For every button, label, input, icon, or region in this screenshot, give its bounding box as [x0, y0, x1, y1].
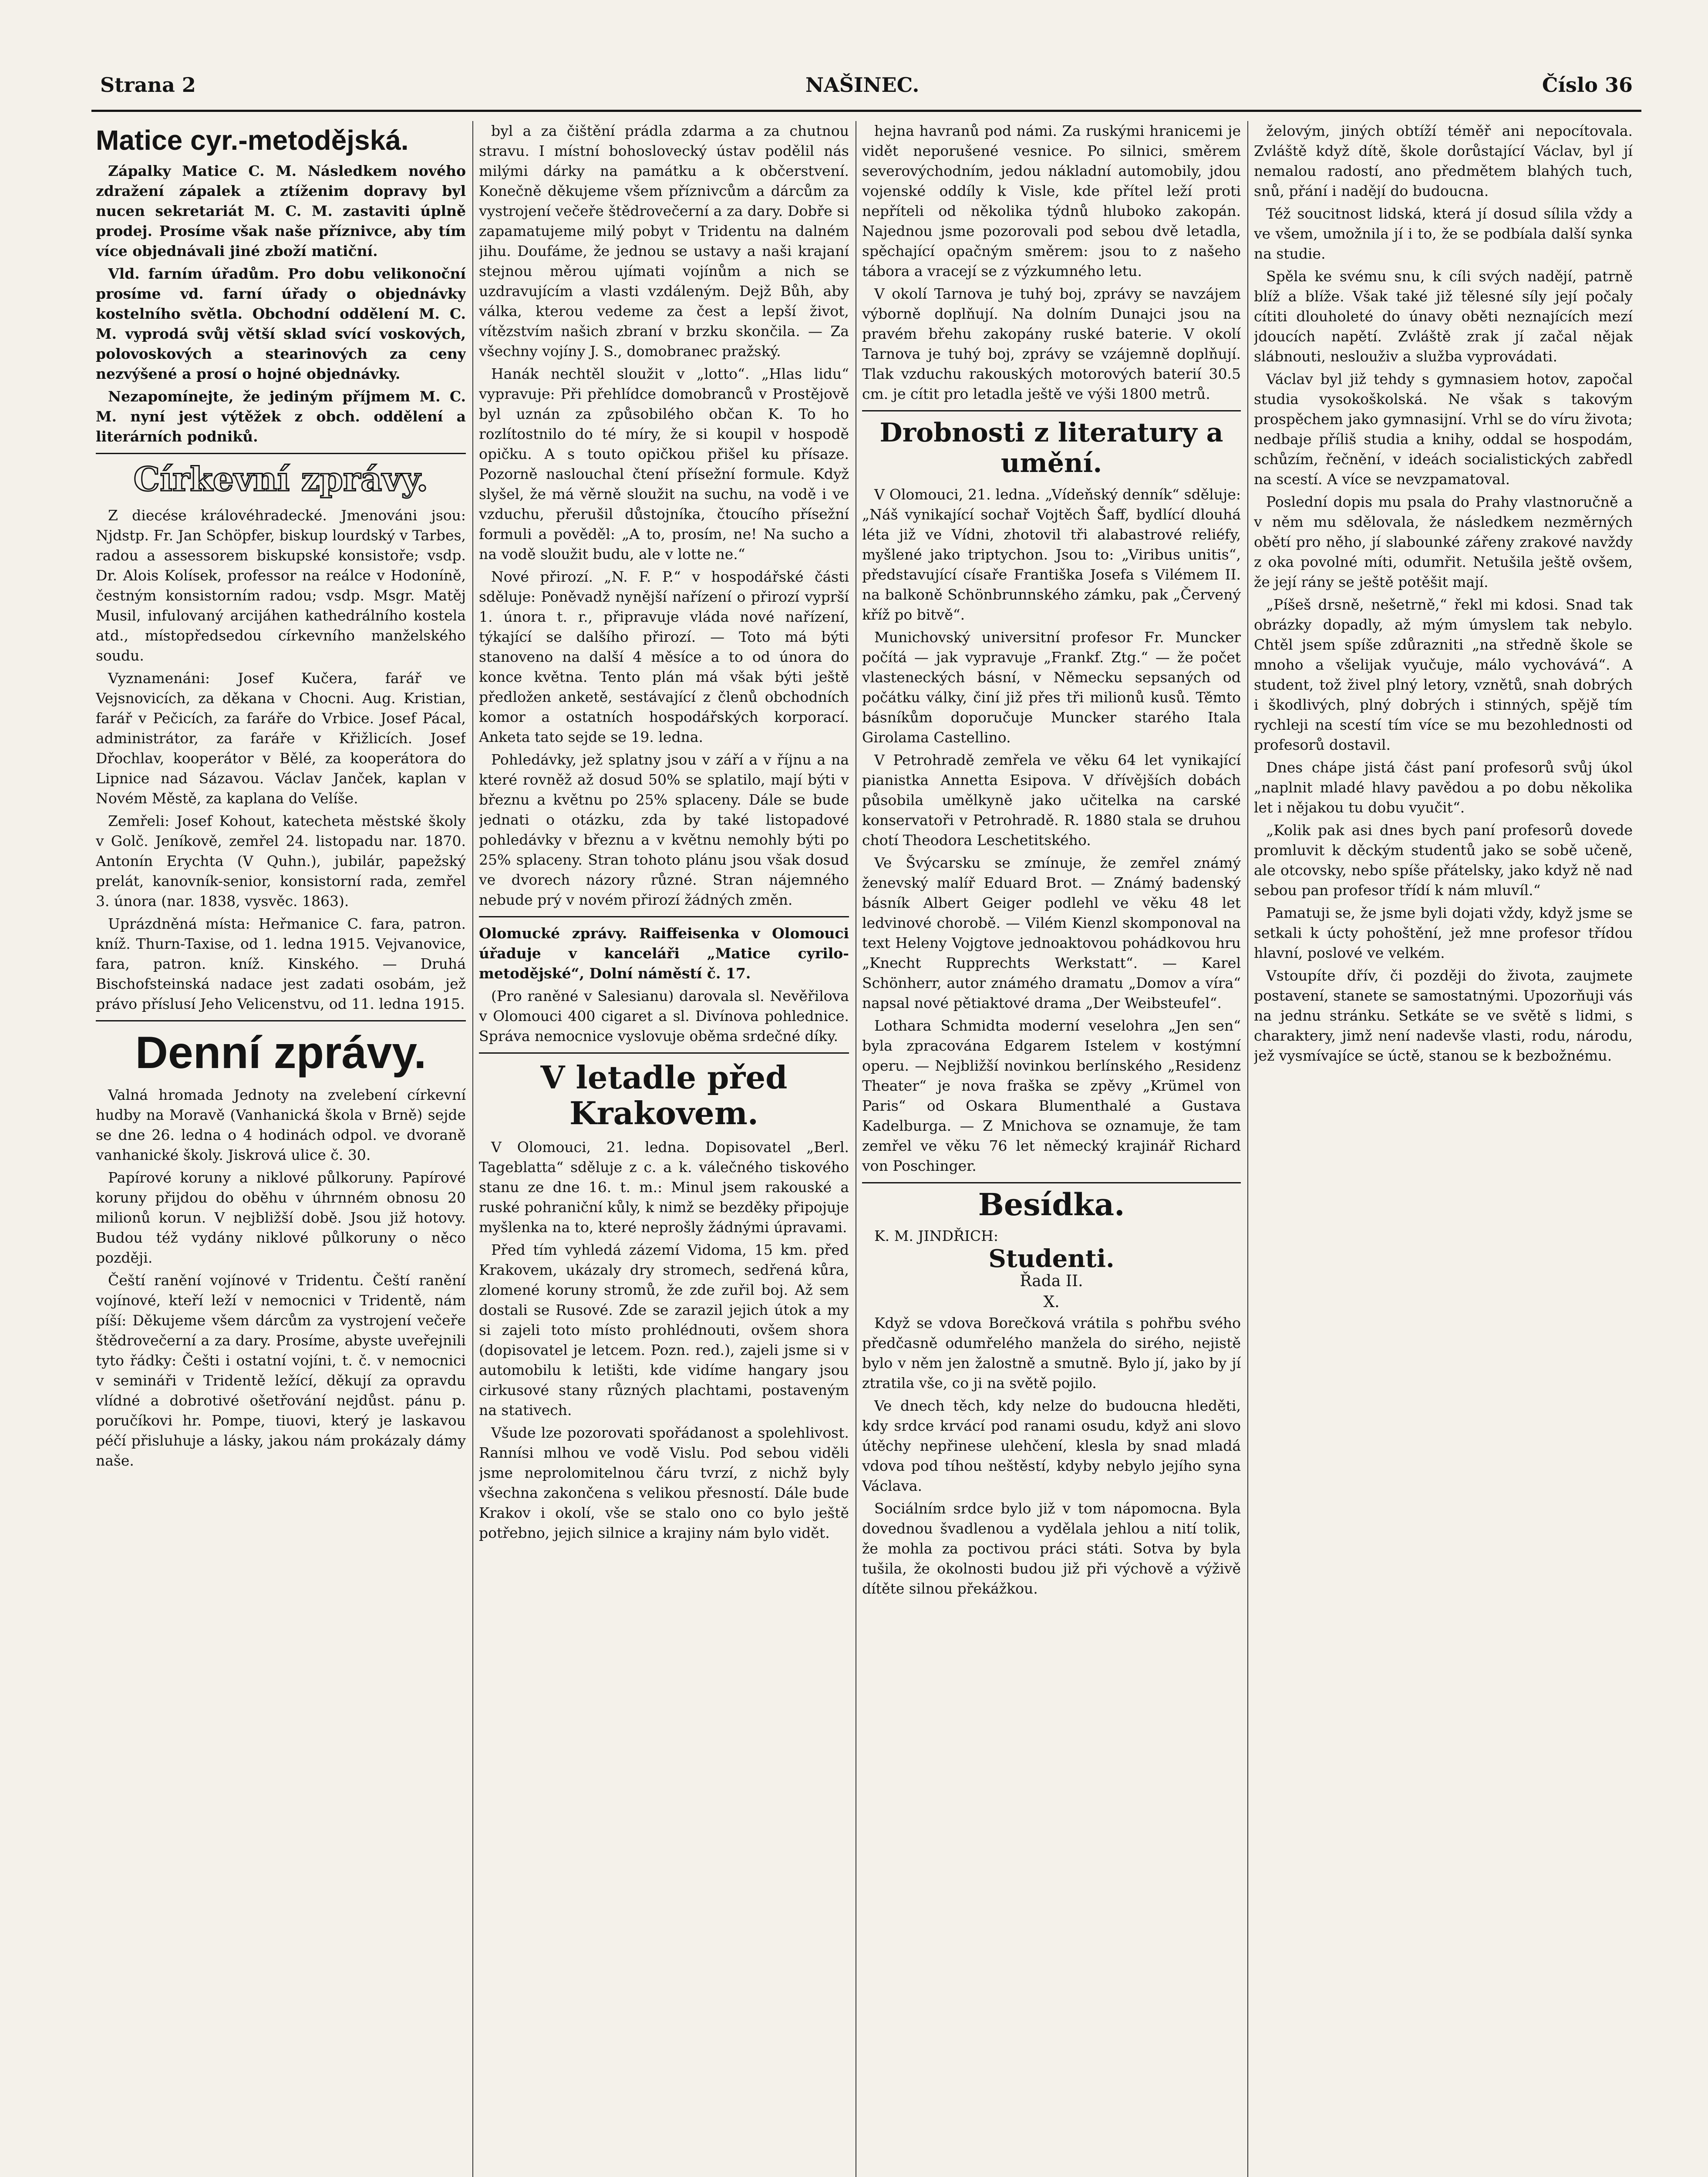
- column-1: [96, 121, 466, 2177]
- cirkevni-paragraph: Zemřeli: Josef Kohout, katecheta městské školy v Golč. Jeníkově, zemřel 24. listopadu nar. 1870. Antonín Erychta (V Quhn.), jubilár, papežský prelát, kanovník-senior, konsistorní rada, zemřel 3. února (nar. 1838, vysvěc. 1863).: [96, 812, 466, 910]
- newspaper-title: NAŠINEC.: [805, 73, 920, 97]
- denni-heading: Denní zprávy.: [135, 1028, 427, 1078]
- drobnosti-paragraph: V Olomouci, 21. ledna. „Vídeňský denník“ sděluje: „Náš vynikající sochař Vojtěch Šaff, bydlící dlouhá léta již ve Vídni, zhotovil tři alabastrové reliéfy, myšlené jako triptychon. Jsou to: „Viribus unitis“, představující císaře Františka Josefa s Vilémem II. na balkoně Schönbrunnského zámku, pak „Červený kříž po bitvě“.: [862, 486, 1241, 623]
- article-paragraph: Nové přirozí. „N. F. P.“ v hospodářské části sděluje: Poněvadž nynější nařízení o přirozí vyprší 1. února t. r., připravuje vláda nové nařízení, týkající se dalšího přirozí. — Toto má býti stanoveno na další 4 měsíce a to od února do konce května. Tento plán má však býti ještě předložen anketě, sestávající z členů obchodních komor a ostatních hospodářských korporací. Anketa tato sejde se 19. ledna.: [479, 568, 849, 745]
- story-paragraph: Poslední dopis mu psala do Prahy vlastnoručně a v něm mu sdělovala, že následkem nezměrných obětí pro něho, jí slabounké zářeny zrakové navždy z oka povolné míti, odumřit. Netušila ještě ovšem, že její rány se ještě potěšit mají.: [1254, 493, 1633, 590]
- story-paragraph: Sociálním srdce bylo již v tom nápomocna. Byla dovednou švadlenou a vydělala jehlou a nití tolik, že mohla za poctivou práci státi. Sotva by byla tušila, že okolnosti budou již při výchově a výživě dítěte silnou překážkou.: [862, 1500, 1241, 1597]
- section-divider: [96, 1020, 466, 1021]
- matice-heading: Matice cyr.-metodějská.: [96, 125, 409, 156]
- section-divider: [96, 453, 466, 454]
- column-2: [479, 121, 849, 2177]
- drobnosti-paragraph: Munichovský universitní profesor Fr. Muncker počítá — jak vypravuje „Frankf. Ztg.“ — že počet vlasteneckých básní, v Německu sepsaných od počátku války, činí již přes tři milionů kusů. Těmto básníkům doporučuje Muncker starého Itala Girolama Castellino.: [862, 629, 1241, 746]
- story-title: Studenti.: [988, 1244, 1115, 1273]
- column-4: [1254, 121, 1633, 2177]
- section-divider: [479, 1052, 849, 1054]
- matice-paragraph: Zápalky Matice C. M. Následkem nového zdražení zápalek a ztíženim dopravy byl nucen sekretariát M. C. M. zastaviti úplně prodej. Prosíme však naše příznivce, aby tím více objednávali jiné zboží matiční.: [96, 162, 466, 259]
- story-paragraph: Spěla ke svému snu, k cíli svých nadějí, patrně blíž a blíže. Však také již tělesné síly její počaly cítiti dlouholeté do únavy oběti neznajících mezí jdoucích napětí. Zvláště zrak jí začal nějak slábnouti, neslouživ a služba vyprovádati.: [1254, 268, 1633, 365]
- cirkevni-paragraph: Z diecése královéhradecké. Jmenováni jsou: Njdstp. Fr. Jan Schöpfer, biskup lourdský v Tarbes, radou a assessorem biskupské konsistoře; vsdp. Dr. Alois Kolísek, professor na reálce v Hodoníně, čestným konsistorním radou; vsdp. Msgr. Matěj Musil, infulovaný arcijáhen kathedrálního kostela atd., místopředsedou církevního manželského soudu.: [96, 507, 466, 664]
- matice-paragraph: Nezapomínejte, že jediným příjmem M. C. M. nyní jest výtěžek z obch. oddělení a literárních podniků.: [96, 388, 466, 445]
- story-part: Řada II.: [1020, 1272, 1083, 1290]
- letadle-paragraph: Před tím vyhledá zázemí Vidoma, 15 km. před Krakovem, ukázaly dry stromech, sedřená kůra, zlomené koruny stromů, že zde zuřil boj. Až sem dostali se Rusové. Zde se zarazil jejich útok a my si zajeli toto místo prohlédnouti, ovšem shora (dopisovatel je letcem. Pozn. red.), zajeli jsme si v automobilu k letišti, kde vidíme hangary jsou cirkusové stany různých plachtami, postaveným na stativech.: [479, 1241, 849, 1419]
- column-3: [862, 121, 1241, 2177]
- article-paragraph: byl a za čištění prádla zdarma a za chutnou stravu. I místní bohoslovecký ústav podělil nás milými dárky na památku a k občerstvení. Konečně děkujeme všem příznivcům a dárcům za vystrojení večeře štědrovečerní a za dary. Dobře si zapamatujeme milý pobyt v Tridentu na dalném jihu. Doufáme, že jednou se ustavy a naši krajaní stejnou měrou ujímati vojínům a nich se uzdravujícím a vlasti vzdáleným. Dejž Bůh, aby válka, kterou vedeme za čest a lepší život, vítězstvím našich zbraní v brzku skončila. — Za všechny vojíny J. S., domobranec pražský.: [479, 122, 849, 360]
- denni-paragraph: Čeští ranění vojínové v Tridentu. Čeští ranění vojínové, kteří leží v nemocnici v Tridentě, nám píší: Děkujeme všem dárcům za vystrojení večeře štědrovečerní a za dary. Prosíme, abyste uveřejnili tyto řádky: Češti i ostatní vojíni, t. č. v nemocnici v semináři v Tridentě ležící, děkují za opravdu vlídné a dobrotivé ošetřování nejdůst. pánu p. poručíkovi hr. Pompe, tiuovi, který je laskavou péčí přisluhuje a lásky, jakou nám prokázaly dámy naše.: [96, 1272, 466, 1469]
- denni-paragraph: Papírové koruny a niklové půlkoruny. Papírové koruny přijdou do oběhu v úhrnném obnosu 20 milionů korun. V nejbližší době. Jsou již hotovy. Budou též vydány niklové půlkoruny o něco později.: [96, 1169, 466, 1266]
- article-paragraph: hejna havranů pod námi. Za ruskými hranicemi je vidět neporušené vesnice. Po silnici, směrem severovýchodním, jedou nákladní automobily, jdou vojenské oddíly k Visle, kde přítel leží proti nepříteli od několika týdnů hluboko zakopán. Najednou jsme pozorovali pod sebou dvě letadla, spěchající opačným směrem: jsou to z našeho tábora a vracejí se z výzkumného letu.: [862, 122, 1241, 280]
- olomouc-notice: Olomucké zprávy. Raiffeisenka v Olomouci úřaduje v kanceláři „Matice cyrilo-metodějské“, Dolní náměstí č. 17.: [479, 925, 849, 982]
- story-paragraph: Když se vdova Borečková vrátila s pohřbu svého předčasně odumřelého manžela do sirého, nejistě bylo v něm jen žalostně a smutně. Bylo jí, jako by jí ztratila vše, co ji na světě pojilo.: [862, 1314, 1241, 1392]
- column-divider: [1247, 121, 1248, 2177]
- article-paragraph: V okolí Tarnova je tuhý boj, zprávy se navzájem výborně doplňují. Na dolním Dunajci jsou na pravém břehu zakopány ruské baterie. V okolí Tarnova je tuhý boj, zprávy se vzájemně doplňují. Tlak vzduchu rakouských motorových baterií 30.5 cm. je cítit pro letadla ještě ve výši 1800 metrů.: [862, 285, 1241, 402]
- story-author: K. M. JINDŘICH:: [874, 1227, 999, 1244]
- denni-paragraph: Valná hromada Jednoty na zvelebení církevní hudby na Moravě (Vanhanická škola v Brně) sejde se dne 26. ledna o 4 hodinách odpol. ve dvoraně vanhanické školy. Jiskrová ulice č. 30.: [96, 1086, 466, 1163]
- letadle-heading: V letadle před Krakovem.: [540, 1059, 788, 1132]
- drobnosti-paragraph: V Petrohradě zemřela ve věku 64 let vynikající pianistka Annetta Esipova. V dřívějších dobách působila umělkyně jako učitelka na carské konservatoři v Petrohradě. R. 1880 stala se druhou chotí Theodora Leschetitského.: [862, 752, 1241, 849]
- story-chapter: X.: [1043, 1293, 1060, 1311]
- header-rule: [91, 110, 1641, 112]
- story-paragraph: „Píšeš drsně, nešetrně,“ řekl mi kdosi. Snad tak obrázky dopadly, až mým úmyslem tak nebylo. Chtěl jsem spíše zdůrazniti „na středně škole se mnoho a všelijak vyučuje, málo vychovává“. A student, tož živel plný letory, vznětů, snah dobrých i škodlivých, plný dobrých i stinných, spějě tím rychleji na scestí tím více se mu bezohlednosti od profesorů dostavil.: [1254, 596, 1633, 753]
- cirkevni-paragraph: Uprázdněná místa: Heřmanice C. fara, patron. kníž. Thurn-Taxise, od 1. ledna 1915. Vejvanovice, fara, patron. kníž. Kinského. — Druhá Bischofsteinská nadace jest zadati osobám, jež právo příslusí Jeho Velicenstvu, od 11. ledna 1915.: [96, 915, 466, 1012]
- olomouc-notice-text: (Pro raněné v Salesianu) darovala sl. Nevěřilova v Olomouci 400 cigaret a sl. Divínova pohlednice. Správa nemocnice vyslovuje oběma srdečné díky.: [479, 987, 849, 1045]
- masthead: [100, 73, 1633, 108]
- page-number: Strana 2: [100, 73, 196, 97]
- story-paragraph: Též soucitnost lidská, která jí dosud sílila vždy a ve všem, umožnila jí i to, že se podbíala další synka na studie.: [1254, 205, 1633, 262]
- section-divider: [862, 1182, 1241, 1183]
- story-paragraph: Václav byl již tehdy s gymnasiem hotov, započal studia vysokoškolská. Ne však s takovým prospěchem jako gymnasijní. Vrhl se do víru života; nedbaje příliš studia a knihy, oddal se hospodám, schůzím, řečnění, v ideách socialistických zabředl na scestí. A více se nevzpamatoval.: [1254, 371, 1633, 488]
- article-paragraph: Hanák nechtěl sloužit v „lotto“. „Hlas lidu“ vypravuje: Při přehlídce domobranců v Prostějově byl uznán za způsobilého občan K. To ho rozlítostnilo do té míry, že si koupil v hospodě opičku. A s touto opičkou přišel ku přísaze. Pozorně naslouchal čtení přísežní formule. Když slyšel, že má věrně sloužit na suchu, na vodě i ve vzduchu, přerušil důstojníka, čtoucího přísežní formuli a pověděl: „A to, prosím, ne! Na sucho a na vodě sloužit budu, ale v lotte ne.“: [479, 365, 849, 563]
- besidka-heading: Besídka.: [978, 1186, 1125, 1223]
- cirkevni-paragraph: Vyznamenáni: Josef Kučera, farář ve Vejsnovicích, za děkana v Chocni. Aug. Kristian, farář v Pečicích, za faráře do Vrbice. Josef Pácal, administrátor, za faráře v Křižlicích. Josef Dřochlav, kooperátor v Bělé, za kooperátora do Lipnice nad Sázavou. Václav Janček, kaplan v Novém Městě, za kaplana do Velíše.: [96, 670, 466, 807]
- issue-number: Číslo 36: [1542, 73, 1633, 97]
- letadle-paragraph: Všude lze pozorovati spořádanost a spolehlivost. Rannísi mlhou ve vodě Vislu. Pod sebou viděli jsme neprolomitelnou čáru tvrzí, z nichž byly všechna zakončena s velikou přesností. Dále bude Krakov i okolí, vše se stalo ono co bylo ještě potřebno, jejich silnice a krajiny nám bylo vidět.: [479, 1424, 849, 1541]
- story-paragraph: Pamatuji se, že jsme byli dojati vždy, když jsme se setkali k úcty pohoštění, jež mne profesor třídou hlavní, poslové ve velkém.: [1254, 904, 1633, 961]
- story-paragraph: Ve dnech těch, kdy nelze do budoucna hleděti, kdy srdce krvácí pod ranami osudu, když ani slovo útěchy nepřinese ulehčení, klesla by snad mladá vdova pod tíhou neštěstí, kdyby nebylo jejího syna Václava.: [862, 1397, 1241, 1494]
- letadle-paragraph: V Olomouci, 21. ledna. Dopisovatel „Berl. Tageblatta“ sděluje z c. a k. válečného tiskového stanu ze dne 16. t. m.: Minul jsem rakouské a ruské pohraniční kůly, k nimž se bezděky připojuje myšlenka na to, které neprošly žádnými úpravami.: [479, 1139, 849, 1236]
- story-paragraph: želovým, jiných obtíží téměř ani nepocítovala. Zvláště když dítě, škole dorůstající Václav, byl jí nemalou radostí, ano předmětem blahých tuch, snů, přání i nadějí do budoucna.: [1254, 122, 1633, 199]
- story-paragraph: Vstoupíte dřív, či později do života, zaujmete postavení, stanete se samostatnými. Upozorňuji vás na jednu stránku. Setkáte se ve světě s lidmi, s charaktery, jimž není nadevše vlasti, rodu, národu, jež vysmívajíce se úctě, stanou se k bezbožnému.: [1254, 967, 1633, 1064]
- section-divider: [479, 916, 849, 917]
- column-divider: [472, 121, 473, 2177]
- matice-paragraph: Vld. farním úřadům. Pro dobu velikonoční prosíme vd. farní úřady o objednávky kostelního světla. Obchodní oddělení M. C. M. vyprodá svůj větší sklad svící voskových, polovoskových a stearinových za ceny nezvýšené a prosí o hojné objednávky.: [96, 265, 466, 382]
- story-paragraph: „Kolik pak asi dnes bych paní profesorů dovede promluvit k děckým studentů jako se sobě učeně, ale otcovsky, nebo spíše přátelsky, jako když ně nad sebou pan profesor třídí k nám mluvíl.“: [1254, 822, 1633, 899]
- drobnosti-heading: Drobnosti z literatury a umění.: [879, 418, 1223, 479]
- story-paragraph: Dnes chápe jistá část paní profesorů svůj úkol „naplnit mladé hlavy pavědou a po dobu několika let i nějakou tu dobu vyučit“.: [1254, 759, 1633, 816]
- drobnosti-paragraph: Lothara Schmidta moderní veselohra „Jen sen“ byla zpracována Edgarem Istelem v kostýmní operu. — Nejbližší novinkou berlínského „Residenz Theater“ je nova fraška se zpěvy „Krümel von Paris“ od Oskara Blumenthalé a Gustava Kadelburga. — Z Mnichova se oznamuje, že tam zemřel ve věku 76 let německý krajinář Richard von Poschinger.: [862, 1017, 1241, 1174]
- article-paragraph: Pohledávky, jež splatny jsou v září a v říjnu a na které rovněž až dosud 50% se splatilo, mají býti v březnu a květnu po 25% splaceny. Dále se bude jednati o otázku, zda by také listopadové pohledávky v březnu a v květnu nemohly býti po 25% splaceny. Stran tohoto plánu jsou však dosud ve dvorech názory různé. Stran nájemného nebude prý v novém přirozí žádných změn.: [479, 751, 849, 908]
- section-divider: [862, 410, 1241, 411]
- cirkevni-heading: Církevní zprávy.: [133, 460, 428, 499]
- drobnosti-paragraph: Ve Švýcarsku se zmínuje, že zemřel známý ženevský malíř Eduard Brot. — Známý badenský básník Albert Geiger podlehl ve věku 48 let ledvinové chorobě. — Vilém Kienzl skomponoval na text Heleny Vojgtove jednoaktovou pohádkovou hru „Knecht Rupprechts Werkstatt“. — Karel Schönherr, autor známého dramatu „Domov a víra“ napsal nové pětiaktové drama „Der Weibsteufel“.: [862, 854, 1241, 1011]
